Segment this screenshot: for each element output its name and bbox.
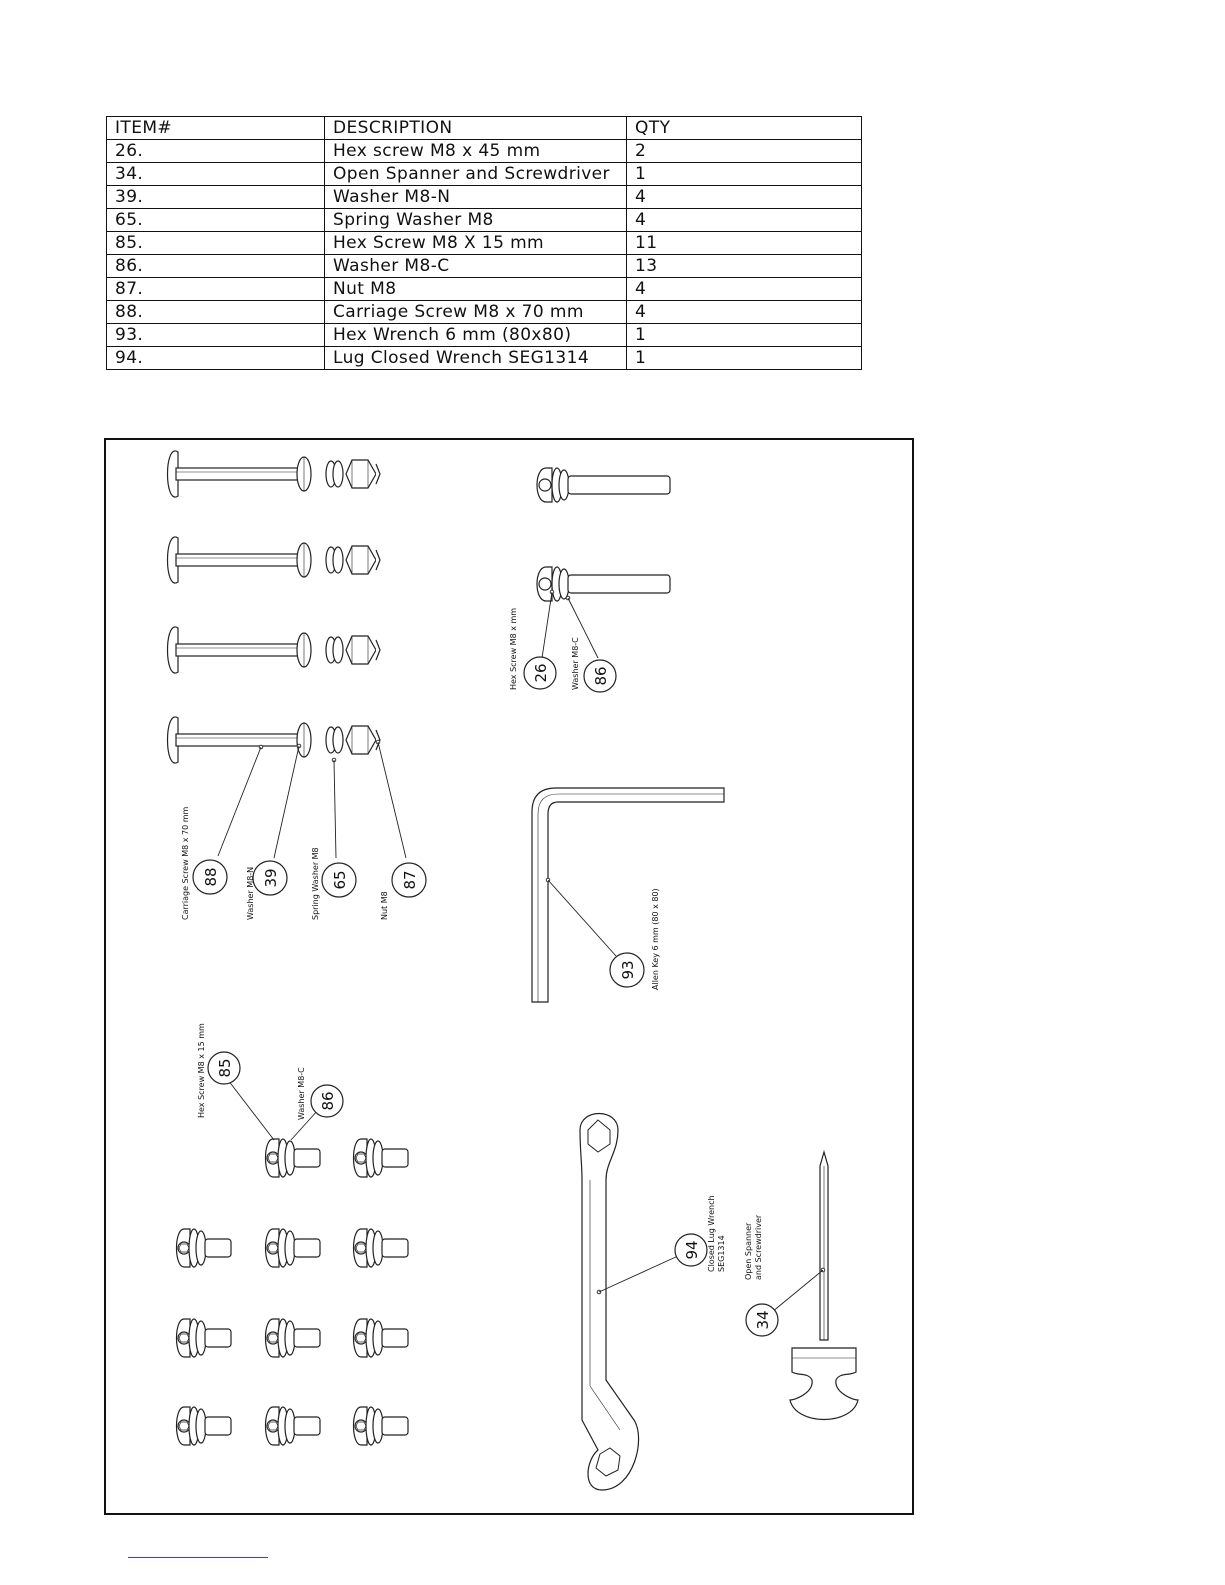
- lug-wrench-label-1: Closed Lug Wrench: [707, 1195, 716, 1272]
- hex-screw-45-1: [537, 468, 670, 502]
- hex-screw-15-06: [177, 1319, 232, 1357]
- qty-cell: 1: [627, 347, 862, 370]
- item-cell: 85.: [107, 232, 325, 255]
- item-cell: 88.: [107, 301, 325, 324]
- parts-table: [106, 116, 862, 370]
- item-cell: 26.: [107, 140, 325, 163]
- hex-screw-15-02: [354, 1139, 409, 1177]
- allen-key-leader-line: [546, 878, 616, 956]
- hex-screw-26-label: Hex Screw M8 x mm: [509, 607, 518, 690]
- item-cell: 86.: [107, 255, 325, 278]
- lug-wrench-drawing: [580, 1114, 639, 1491]
- svg-text:85: 85: [216, 1058, 234, 1078]
- header-qty: QTY: [627, 117, 862, 140]
- washer-c-label-b: Washer M8-C: [297, 1067, 306, 1120]
- description-cell: Nut M8: [325, 278, 627, 301]
- item-cell: 39.: [107, 186, 325, 209]
- hardware-drawing-frame: [104, 438, 914, 1515]
- callout-94: [675, 1234, 707, 1266]
- hex-screw-15-03: [177, 1229, 232, 1267]
- qty-cell: 4: [627, 301, 862, 324]
- item-cell: 34.: [107, 163, 325, 186]
- hex-screw-15-09: [177, 1407, 232, 1445]
- svg-text:93: 93: [619, 960, 637, 980]
- qty-cell: 4: [627, 186, 862, 209]
- callout-34: [746, 1304, 778, 1336]
- item-cell: 93.: [107, 324, 325, 347]
- table-row: [107, 186, 862, 209]
- callout-93: [610, 953, 644, 987]
- lug-wrench-leader-line: [597, 1256, 678, 1294]
- qty-cell: 11: [627, 232, 862, 255]
- svg-text:39: 39: [262, 868, 280, 888]
- header-description: DESCRIPTION: [325, 117, 627, 140]
- spanner-leader-line: [772, 1268, 825, 1312]
- spanner-screwdriver-drawing: [790, 1152, 858, 1420]
- spanner-label-2: and Screwdriver: [754, 1214, 763, 1280]
- spring-washer-label: Spring Washer M8: [311, 847, 320, 920]
- svg-text:87: 87: [401, 870, 419, 890]
- footer-link-underline[interactable]: [128, 1557, 268, 1558]
- description-cell: Open Spanner and Screwdriver: [325, 163, 627, 186]
- hex-screw-15-11: [354, 1407, 409, 1445]
- table-row: [107, 347, 862, 370]
- carriage-screw-label: Carriage Screw M8 x 70 mm: [181, 806, 190, 920]
- allen-key-label: Allen Key 6 mm (80 x 80): [651, 888, 660, 990]
- callout-87: [392, 863, 426, 897]
- hex-screw-45-2: [537, 567, 670, 601]
- washer-n-label: Washer M8-N: [246, 866, 255, 920]
- svg-text:86: 86: [592, 666, 610, 686]
- callout-85: [208, 1052, 240, 1084]
- hex-screw-85-label: Hex Screw M8 x 15 mm: [197, 1023, 206, 1118]
- callout-39: [253, 861, 287, 895]
- qty-cell: 2: [627, 140, 862, 163]
- item-cell: 65.: [107, 209, 325, 232]
- qty-cell: 13: [627, 255, 862, 278]
- carriage-screw-assembly-3: [168, 627, 381, 673]
- carriage-screw-assembly-4: [168, 717, 381, 763]
- table-row: [107, 163, 862, 186]
- carriage-screw-assembly-2: [168, 537, 381, 583]
- callout-86-b: [311, 1085, 343, 1117]
- table-row: [107, 324, 862, 347]
- description-cell: Carriage Screw M8 x 70 mm: [325, 301, 627, 324]
- nut-label: Nut M8: [380, 891, 389, 920]
- callout-86-a: [584, 660, 616, 692]
- svg-text:26: 26: [532, 663, 550, 683]
- hardware-drawing: [106, 440, 916, 1517]
- svg-text:86: 86: [319, 1091, 337, 1111]
- description-cell: Lug Closed Wrench SEG1314: [325, 347, 627, 370]
- table-header-row: [107, 117, 862, 140]
- spanner-label-1: Open Spanner: [744, 1222, 753, 1280]
- description-cell: Hex Wrench 6 mm (80x80): [325, 324, 627, 347]
- header-item: ITEM#: [107, 117, 325, 140]
- hex-screw-15-01: [266, 1139, 321, 1177]
- carriage-screw-assembly-1: [168, 451, 381, 497]
- description-cell: Hex Screw M8 X 15 mm: [325, 232, 627, 255]
- carriage-leader-lines: [218, 740, 406, 858]
- table-row: [107, 301, 862, 324]
- svg-text:88: 88: [202, 867, 220, 887]
- qty-cell: 4: [627, 278, 862, 301]
- qty-cell: 1: [627, 163, 862, 186]
- description-cell: Hex screw M8 x 45 mm: [325, 140, 627, 163]
- hex-screw-15-07: [266, 1319, 321, 1357]
- table-row: [107, 140, 862, 163]
- svg-text:34: 34: [754, 1310, 772, 1330]
- hex-screw-15-08: [354, 1319, 409, 1357]
- description-cell: Spring Washer M8: [325, 209, 627, 232]
- table-row: [107, 255, 862, 278]
- item-cell: 94.: [107, 347, 325, 370]
- hex-screw-45-leader-lines: [542, 590, 598, 658]
- item-cell: 87.: [107, 278, 325, 301]
- callout-26: [524, 657, 556, 689]
- callout-88: [193, 860, 227, 894]
- hex-screw-15-10: [266, 1407, 321, 1445]
- table-row: [107, 209, 862, 232]
- description-cell: Washer M8-N: [325, 186, 627, 209]
- hex-screw-15-04: [266, 1229, 321, 1267]
- qty-cell: 1: [627, 324, 862, 347]
- svg-text:94: 94: [683, 1240, 701, 1260]
- qty-cell: 4: [627, 209, 862, 232]
- description-cell: Washer M8-C: [325, 255, 627, 278]
- washer-c-label-a: Washer M8-C: [571, 637, 580, 690]
- hex-screw-15-05: [354, 1229, 409, 1267]
- lug-wrench-label-2: SEG1314: [717, 1235, 726, 1272]
- callout-65: [322, 863, 356, 897]
- svg-text:65: 65: [331, 870, 349, 890]
- table-row: [107, 232, 862, 255]
- table-row: [107, 278, 862, 301]
